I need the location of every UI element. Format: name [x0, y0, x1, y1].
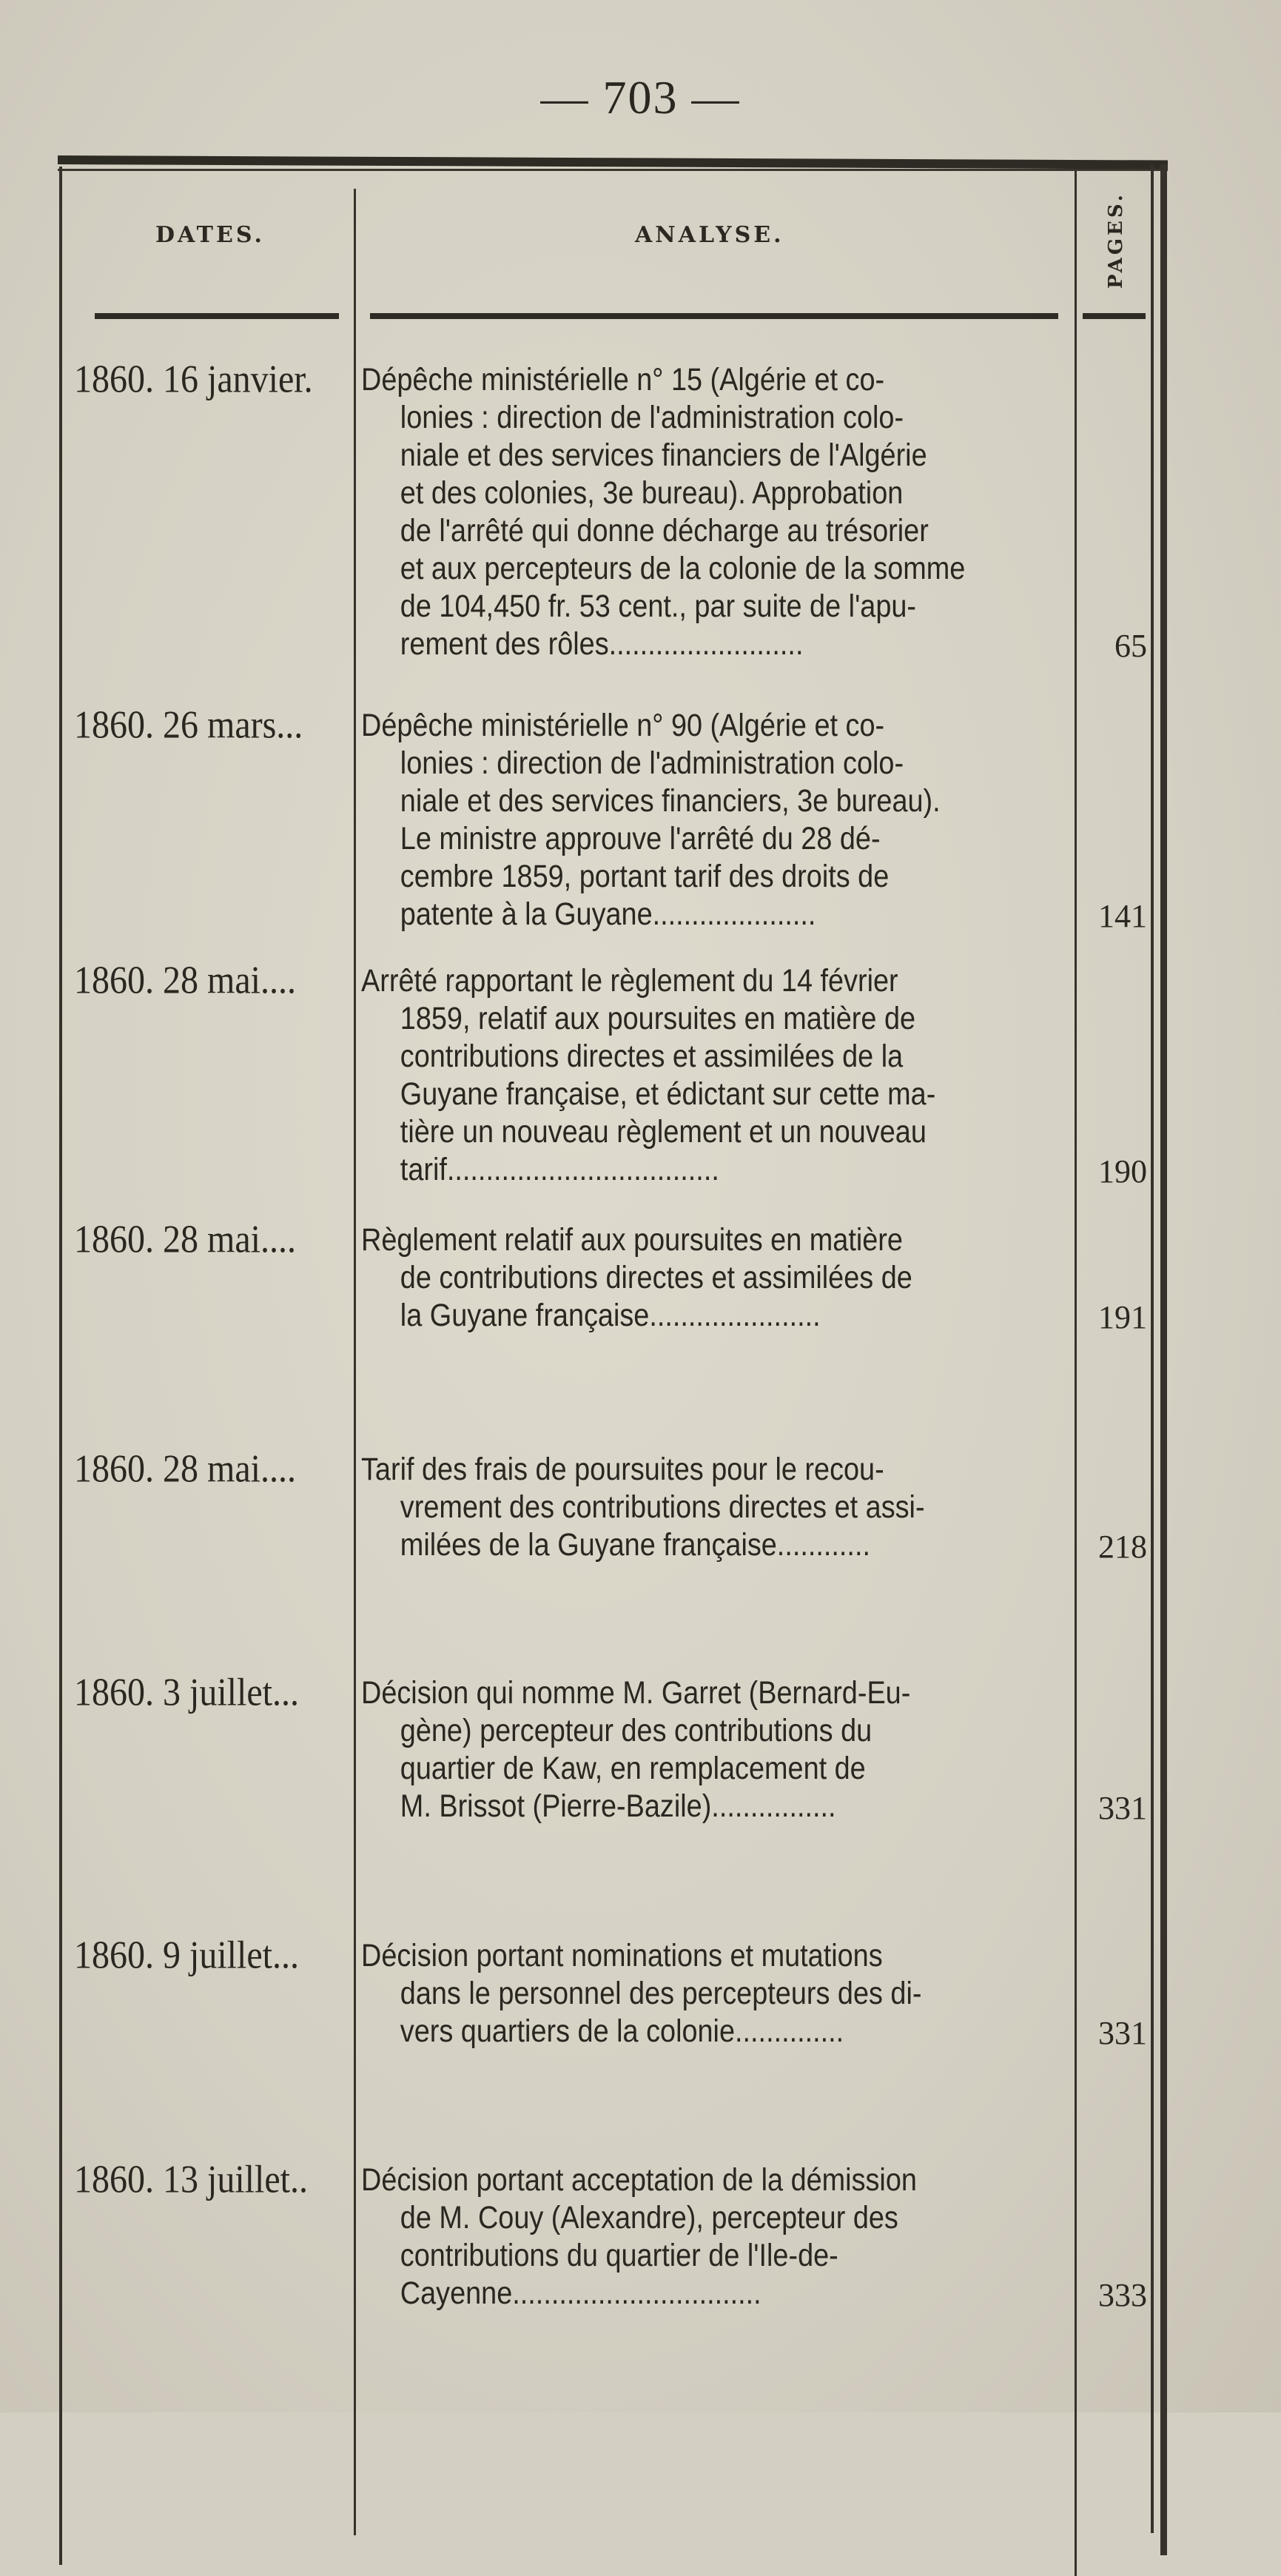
analysis-line: de 104,450 fr. 53 cent., par suite de l'apu- — [400, 588, 917, 624]
entry-date: 1860. 9 juillet... — [74, 1933, 299, 1977]
entry-page-reference: 331 — [1098, 2015, 1147, 2051]
analysis-line: Tarif des frais de poursuites pour le recou- — [361, 1452, 884, 1487]
analysis-line: Dépêche ministérielle n° 15 (Algérie et co- — [361, 362, 885, 398]
analysis-line: la Guyane française...................... — [400, 1298, 821, 1333]
analysis-line: niale et des services financiers de l'Algérie — [400, 437, 927, 473]
analysis-line: contributions du quartier de l'Ile-de- — [400, 2238, 838, 2273]
entry-page-reference: 191 — [1098, 1299, 1147, 1335]
entry-page-reference: 141 — [1098, 898, 1147, 934]
entry-date: 1860. 28 mai.... — [74, 959, 296, 1002]
entry-analysis — [361, 962, 986, 1189]
analysis-line: tière un nouveau règlement et un nouveau — [400, 1114, 927, 1150]
analysis-line: gène) percepteur des contributions du — [400, 1713, 873, 1748]
entry-date: 1860. 26 mars... — [74, 703, 303, 747]
entry-analysis — [361, 2161, 986, 2312]
analysis-line: Décision portant nominations et mutations — [361, 1938, 883, 1973]
entry-analysis — [361, 1451, 986, 1564]
analysis-line: Le ministre approuve l'arrêté du 28 dé- — [400, 821, 881, 856]
analysis-line: et des colonies, 3e bureau). Approbation — [400, 475, 904, 511]
table-top-thin-rule — [58, 169, 1168, 171]
left-border — [59, 167, 62, 2565]
header-rule-dates — [95, 313, 339, 319]
analysis-line: 1859, relatif aux poursuites en matière de — [400, 1001, 916, 1036]
analysis-line: contributions directes et assimilées de la — [400, 1039, 904, 1074]
header-rule-pages — [1083, 313, 1146, 319]
analysis-line: lonies : direction de l'administration colo- — [400, 400, 904, 435]
analysis-line: vrement des contributions directes et assi- — [400, 1489, 925, 1525]
analysis-line: Guyane française, et édictant sur cette ma- — [400, 1076, 936, 1112]
analysis-line: lonies : direction de l'administration colo- — [400, 745, 904, 781]
analysis-line: dans le personnel des percepteurs des di- — [400, 1976, 922, 2011]
analysis-line: niale et des services financiers, 3e bureau). — [400, 783, 941, 819]
entry-date: 1860. 3 juillet... — [74, 1671, 299, 1714]
analysis-line: vers quartiers de la colonie.............. — [400, 2013, 844, 2049]
analysis-line: quartier de Kaw, en remplacement de — [400, 1751, 866, 1786]
table-top-rule — [58, 155, 1168, 170]
analysis-line: et aux percepteurs de la colonie de la somme — [400, 551, 966, 586]
header-rule-analyse — [370, 313, 1058, 319]
header-pages: PAGES. — [1105, 192, 1127, 289]
analysis-line: Dépêche ministérielle n° 90 (Algérie et co- — [361, 708, 885, 743]
analysis-line: Décision portant acceptation de la démission — [361, 2162, 917, 2198]
header-dates: DATES. — [155, 222, 265, 248]
header-analyse: ANALYSE. — [635, 222, 784, 248]
entry-page-reference: 190 — [1098, 1153, 1147, 1190]
pages-column-divider — [1075, 170, 1077, 2576]
entry-page-reference: 218 — [1098, 1529, 1147, 1565]
entry-date: 1860. 28 mai.... — [74, 1218, 296, 1261]
analysis-line: Décision qui nomme M. Garret (Bernard-Eu- — [361, 1675, 911, 1711]
page-number: — 703 — — [540, 71, 741, 124]
right-border-thin — [1151, 164, 1154, 2533]
analysis-line: cembre 1859, portant tarif des droits de — [400, 859, 890, 894]
entry-analysis — [361, 1221, 986, 1335]
entry-analysis — [361, 707, 986, 933]
analysis-line: M. Brissot (Pierre-Bazile)................ — [400, 1788, 836, 1824]
analysis-line: tarif................................... — [400, 1152, 719, 1187]
analysis-line: Arrêté rapportant le règlement du 14 février — [361, 963, 898, 999]
analysis-line: de M. Couy (Alexandre), percepteur des — [400, 2200, 898, 2235]
analysis-line: Règlement relatif aux poursuites en matière — [361, 1222, 903, 1258]
analysis-line: milées de la Guyane française............ — [400, 1527, 870, 1563]
analysis-line: Cayenne................................ — [400, 2275, 761, 2311]
entry-analysis — [361, 1937, 986, 2050]
analysis-line: rement des rôles......................... — [400, 626, 804, 662]
entry-page-reference: 65 — [1114, 628, 1147, 664]
right-border-thick — [1160, 164, 1167, 2555]
entry-analysis — [361, 1674, 986, 1825]
analysis-line: patente à la Guyane..................... — [400, 896, 816, 932]
entry-date: 1860. 16 janvier. — [74, 358, 313, 401]
analysis-line: de l'arrêté qui donne décharge au trésorier — [400, 513, 929, 549]
entry-analysis — [361, 361, 986, 663]
entry-page-reference: 333 — [1098, 2277, 1147, 2313]
entry-date: 1860. 13 juillet.. — [74, 2158, 308, 2201]
entry-date: 1860. 28 mai.... — [74, 1447, 296, 1491]
entry-page-reference: 331 — [1098, 1790, 1147, 1826]
analysis-line: de contributions directes et assimilées de — [400, 1260, 912, 1295]
